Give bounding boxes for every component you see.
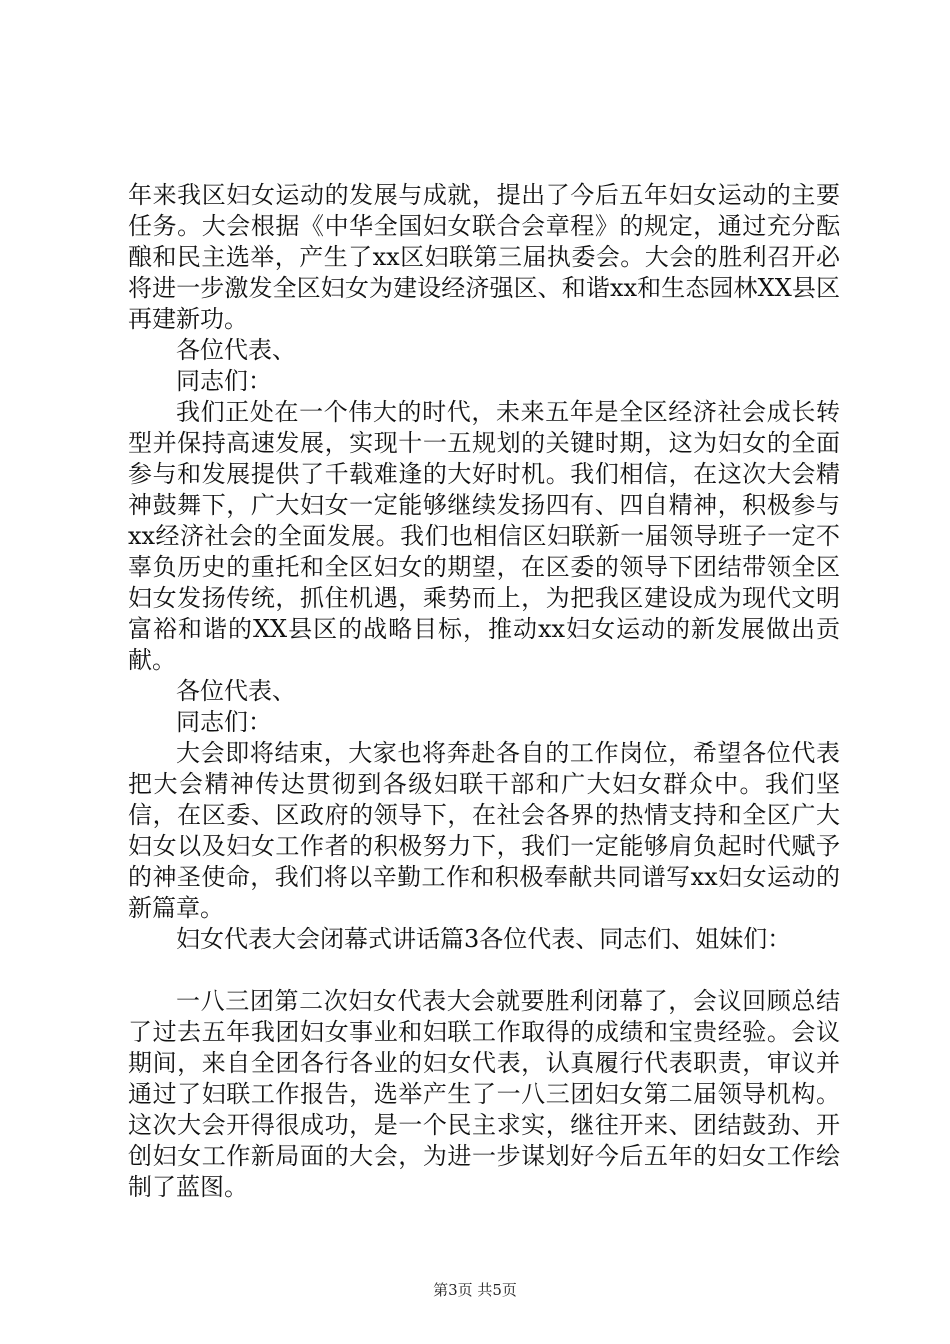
section-heading: 妇女代表大会闭幕式讲话篇3各位代表、同志们、姐妹们： — [176, 925, 792, 953]
page-number-footer: 第3页 共5页 — [433, 1281, 517, 1299]
document-body — [128, 180, 840, 1203]
paragraph-continuation: 年来我区妇女运动的发展与成就，提出了今后五年妇女运动的主要任务。大会根据《中华全国妇女联合会章程》的规定，通过充分酝酿和民主选举，产生了xx区妇联第三届执委会。大会的胜利召开必将进一步激发全区妇女为建设经济强区、和谐xx和生态园林XX县区再建新功。 — [128, 181, 840, 333]
paragraph-183-regiment: 一八三团第二次妇女代表大会就要胜利闭幕了，会议回顾总结了过去五年我团妇女事业和妇联工作取得的成绩和宝贵经验。会议期间，来自全团各行各业的妇女代表，认真履行代表职责，审议并通过了妇联工作报告，选举产生了一八三团妇女第二届领导机构。这次大会开得很成功，是一个民主求实，继往开来、团结鼓劲、开创妇女工作新局面的大会，为进一步谋划好今后五年的妇女工作绘制了蓝图。 — [128, 987, 840, 1201]
paragraph-great-era: 我们正处在一个伟大的时代，未来五年是全区经济社会成长转型并保持高速发展，实现十一五规划的关键时期，这为妇女的全面参与和发展提供了千载难逢的大好时机。我们相信，在这次大会精神鼓舞下，广大妇女一定能够继续发扬四有、四自精神，积极参与xx经济社会的全面发展。我们也相信区妇联新一届领导班子一定不辜负历史的重托和全区妇女的期望，在区委的领导下团结带领全区妇女发扬传统，抓住机遇，乘势而上，为把我区建设成为现代文明富裕和谐的XX县区的战略目标，推动xx妇女运动的新发展做出贡献。 — [128, 398, 840, 674]
salutation-delegates: 各位代表、 — [176, 677, 296, 705]
paragraph-closing: 大会即将结束，大家也将奔赴各自的工作岗位，希望各位代表把大会精神传达贯彻到各级妇联干部和广大妇女群众中。我们坚信，在区委、区政府的领导下，在社会各界的热情支持和全区广大妇女以及妇女工作者的积极努力下，我们一定能够肩负起时代赋予的神圣使命，我们将以辛勤工作和积极奉献共同谱写xx妇女运动的新篇章。 — [128, 739, 840, 922]
salutation-comrades: 同志们： — [176, 708, 272, 736]
salutation-delegates: 各位代表、 — [176, 336, 296, 364]
salutation-comrades: 同志们： — [176, 367, 272, 395]
